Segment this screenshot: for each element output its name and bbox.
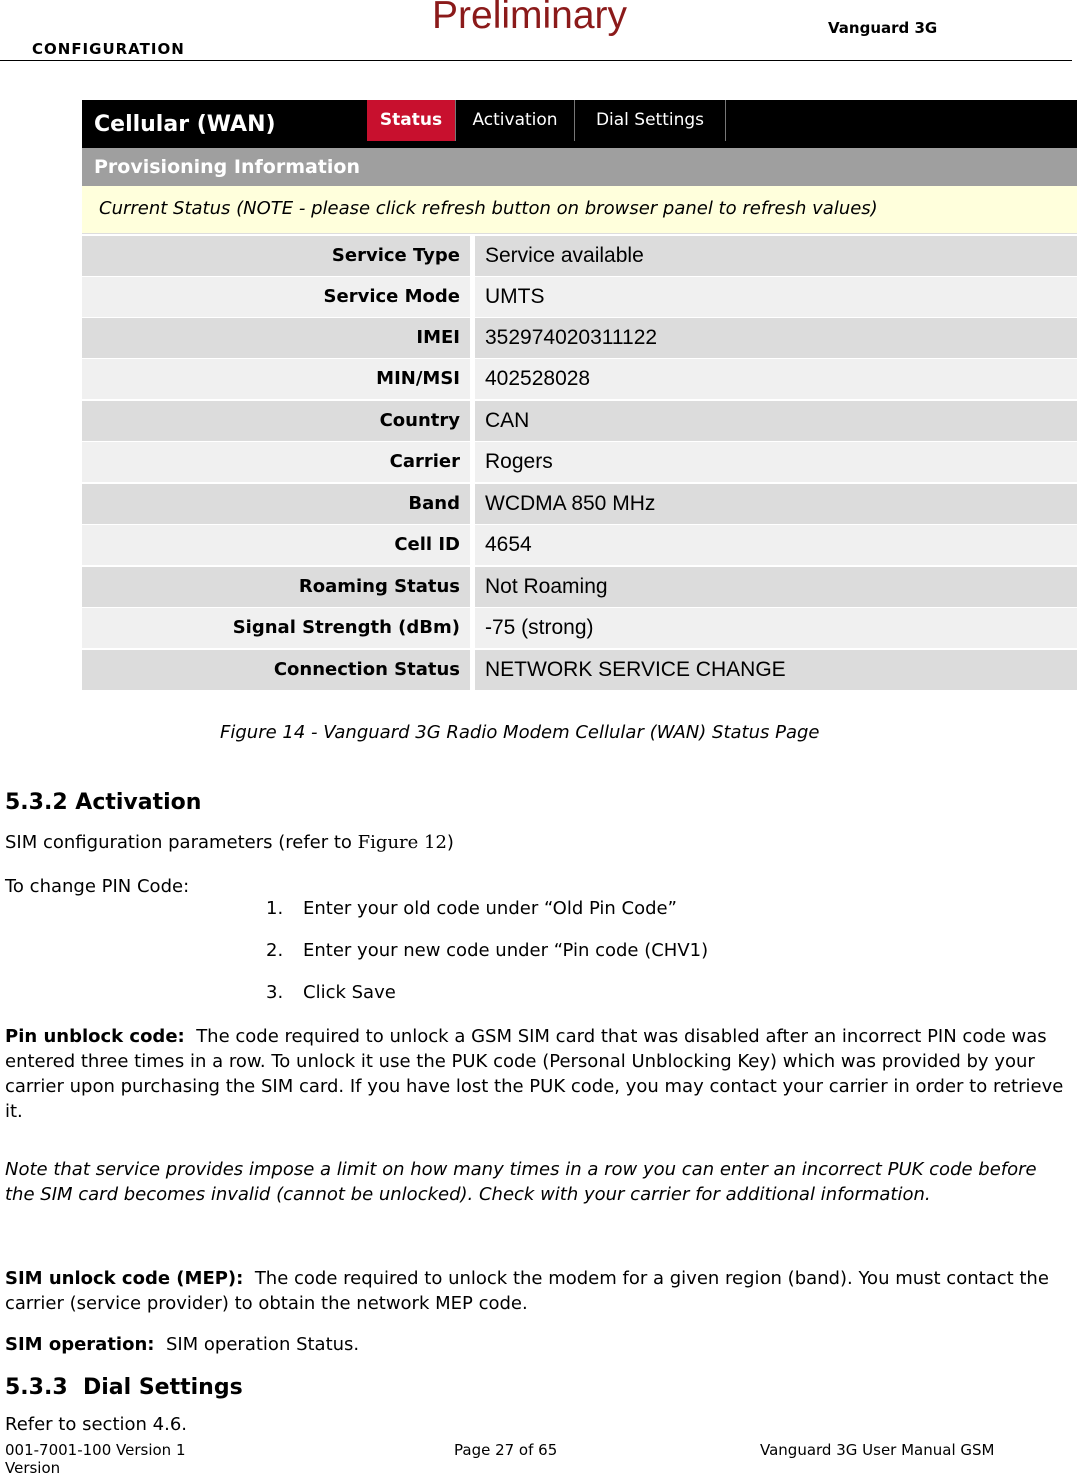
row-min-msi <box>82 359 1077 400</box>
tab-dial-settings[interactable]: Dial Settings <box>575 100 726 141</box>
list-number: 2. <box>266 940 284 961</box>
row-country <box>82 401 1077 442</box>
header-product-name: Vanguard 3G <box>828 19 938 37</box>
figure-reference: Figure 12 <box>357 832 447 853</box>
footer-manual-title: Vanguard 3G User Manual GSM <box>760 1441 995 1459</box>
row-cell-id <box>82 525 1077 566</box>
list-item <box>266 940 708 961</box>
pin-unblock-label: Pin unblock code: <box>5 1026 185 1047</box>
pin-unblock-paragraph <box>5 1024 1065 1124</box>
row-label: Band <box>82 484 470 524</box>
intro-suffix: ) <box>446 832 454 853</box>
sim-unlock-paragraph <box>5 1266 1065 1316</box>
row-imei <box>82 318 1077 359</box>
sim-operation-label: SIM operation: <box>5 1334 155 1355</box>
list-text: Click Save <box>303 982 396 1003</box>
list-item <box>266 982 396 1003</box>
figure-caption: Figure 14 - Vanguard 3G Radio Modem Cellular (WAN) Status Page <box>220 722 820 743</box>
pin-unblock-text: The code required to unlock a GSM SIM card that was disabled after an incorrect PIN code was entered three times in a row. To unlock it use the PUK code (Personal Unblocking Key) which was provided by your carrier upon purchasing the SIM card. If you have lost the PUK code, you may contact your carrier in order to retrieve it. <box>5 1026 1064 1122</box>
row-value: Not Roaming <box>475 567 1077 607</box>
row-connection-status <box>82 650 1077 691</box>
footer-version: Version <box>5 1459 61 1476</box>
header-section-label: CONFIGURATION <box>32 40 185 58</box>
row-value: -75 (strong) <box>475 608 1077 648</box>
row-label: Signal Strength (dBm) <box>82 608 470 648</box>
intro-prefix: SIM configuration parameters (refer to <box>5 832 358 853</box>
row-label: Country <box>82 401 470 441</box>
tab-activation[interactable]: Activation <box>456 100 575 141</box>
row-label: Service Type <box>82 236 470 276</box>
screenshot-title: Cellular (WAN) <box>94 112 276 137</box>
row-band <box>82 484 1077 525</box>
cellular-wan-screenshot <box>82 100 1077 691</box>
footer-doc-number: 001-7001-100 Version 1 <box>5 1441 186 1459</box>
status-note: Current Status (NOTE - please click refresh button on browser panel to refresh values) <box>99 198 878 219</box>
sim-operation-paragraph <box>5 1332 1065 1357</box>
row-service-type <box>82 236 1077 277</box>
preliminary-watermark: Preliminary <box>432 0 628 37</box>
row-label: MIN/MSI <box>82 359 470 399</box>
list-text: Enter your new code under “Pin code (CHV1) <box>303 940 709 961</box>
row-signal-strength <box>82 608 1077 649</box>
sim-operation-text: SIM operation Status. <box>165 1334 360 1355</box>
row-value: WCDMA 850 MHz <box>475 484 1077 524</box>
sim-unlock-text: The code required to unlock the modem for a given region (band). You must contact the carrier (service provider) to obtain the network MEP code. <box>5 1268 1049 1314</box>
row-value: NETWORK SERVICE CHANGE <box>475 650 1077 690</box>
provisioning-header <box>82 148 1077 186</box>
list-text: Enter your old code under “Old Pin Code” <box>303 898 677 919</box>
row-service-mode <box>82 277 1077 318</box>
list-number: 3. <box>266 982 284 1003</box>
footer-page-number: Page 27 of 65 <box>454 1441 558 1459</box>
row-label: Connection Status <box>82 650 470 690</box>
list-number: 1. <box>266 898 284 919</box>
activation-heading: 5.3.2 Activation <box>5 790 202 815</box>
row-label: Carrier <box>82 442 470 482</box>
provisioning-title: Provisioning Information <box>94 156 360 178</box>
row-label: Service Mode <box>82 277 470 317</box>
row-value: 4654 <box>475 525 1077 565</box>
screenshot-title-bar <box>82 100 1077 148</box>
list-item <box>266 898 677 919</box>
sim-unlock-label: SIM unlock code (MEP): <box>5 1268 244 1289</box>
row-value: 402528028 <box>475 359 1077 399</box>
row-label: Cell ID <box>82 525 470 565</box>
row-value: Service available <box>475 236 1077 276</box>
row-value: CAN <box>475 401 1077 441</box>
dial-heading-text: Dial Settings <box>82 1375 243 1400</box>
tab-status[interactable]: Status <box>367 100 456 141</box>
row-value: 352974020311122 <box>475 318 1077 358</box>
dial-heading-number: 5.3.3 <box>5 1375 68 1400</box>
row-label: IMEI <box>82 318 470 358</box>
dial-settings-heading <box>5 1375 243 1400</box>
puk-note: Note that service provides impose a limit on how many times in a row you can enter an incorrect PUK code before the SIM card becomes invalid (cannot be unlocked). Check with your carrier for additional information. <box>5 1159 1037 1205</box>
row-label: Roaming Status <box>82 567 470 607</box>
dial-settings-text: Refer to section 4.6. <box>5 1414 187 1435</box>
header-rule <box>0 60 1072 61</box>
row-roaming-status <box>82 567 1077 608</box>
pin-change-intro: To change PIN Code: <box>5 876 190 897</box>
activation-intro <box>5 830 1065 855</box>
row-carrier <box>82 442 1077 483</box>
status-note-bar <box>82 186 1077 234</box>
row-value: Rogers <box>475 442 1077 482</box>
row-value: UMTS <box>475 277 1077 317</box>
